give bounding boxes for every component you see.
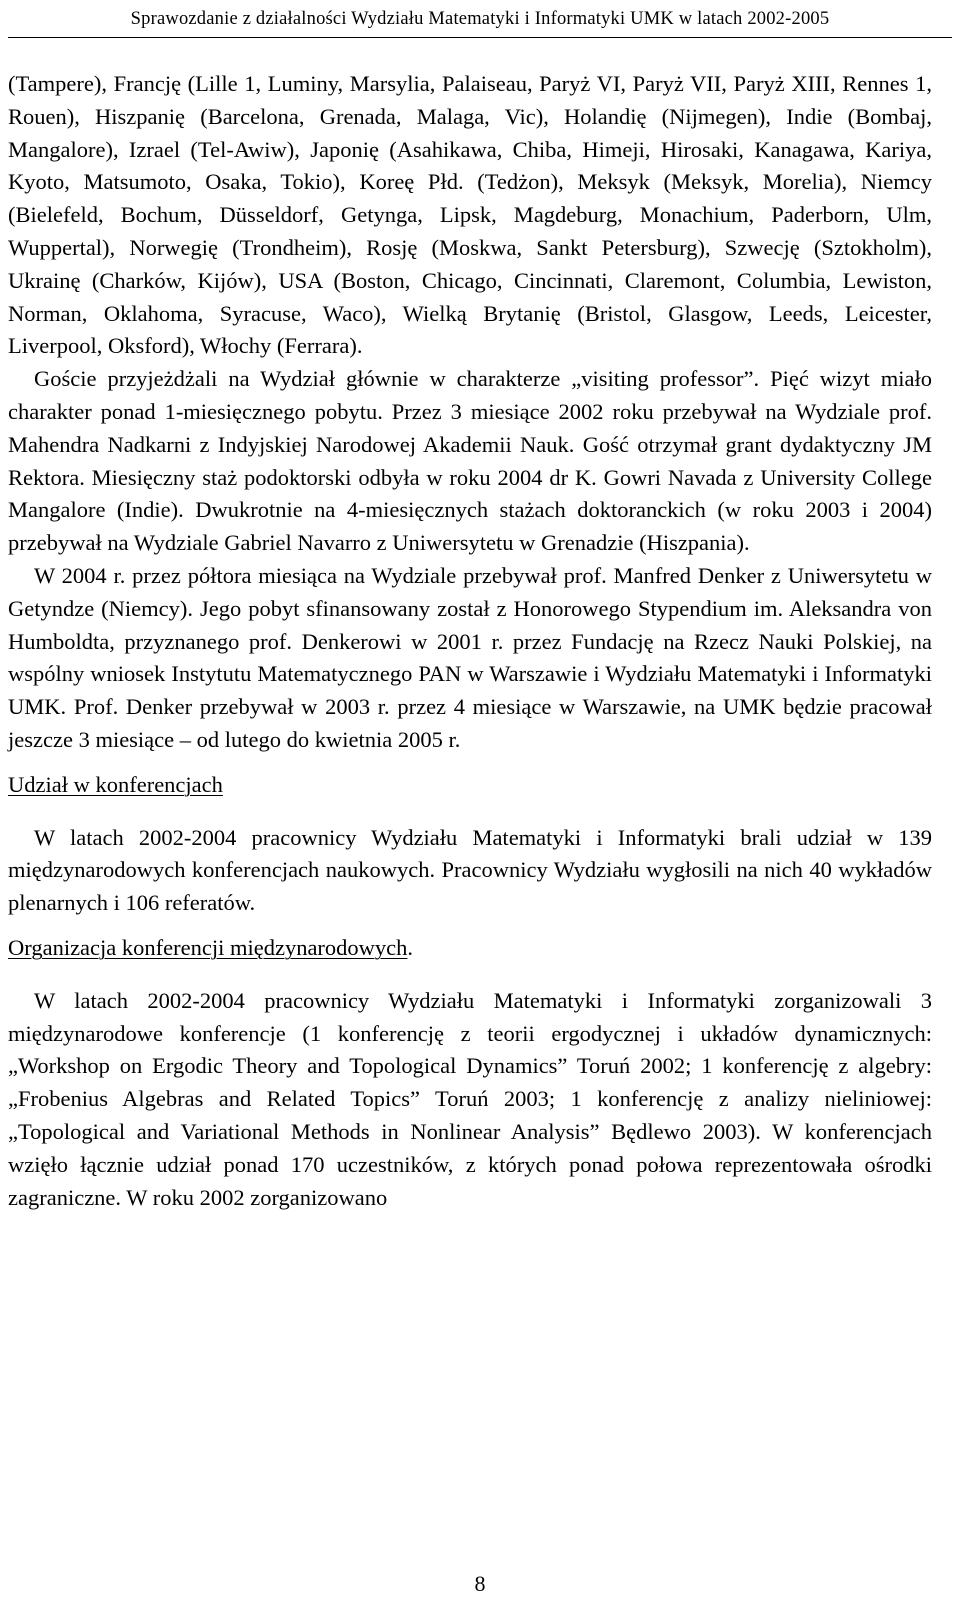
spacer [8, 802, 932, 822]
spacer [8, 757, 932, 769]
heading-organization-line [8, 932, 932, 965]
paragraph-organization: W latach 2002-2004 pracownicy Wydziału Matematyki i Informatyki zorganizowali 3 międzynarodowe konferencje (1 konferencję z teorii ergodycznej i układów dynamicznych: „Workshop on Ergodic Theory and Topological Dynamics” Toruń 2002; 1 konferencję z algebry: „Frobenius Algebras and Related Topics” Toruń 2003; 1 konferencję z analizy nieliniowej: „Topological and Variational Methods in Nonlinear Analysis” Będlewo 2003). W konferencjach wzięło łącznie udział ponad 170 uczestników, z których ponad połowa reprezentowała ośrodki zagraniczne. W roku 2002 zorganizowano [8, 987, 932, 1210]
spacer [8, 920, 932, 932]
heading-organization: Organizacja konferencji międzynarodowych [8, 934, 408, 960]
paragraph-countries: (Tampere), Francję (Lille 1, Luminy, Marsylia, Palaiseau, Paryż VI, Paryż VII, Paryż XIII, Rennes 1, Rouen), Hiszpanię (Barcelona, Grenada, Malaga, Vic), Holandię (Nijmegen), Indie (Bombaj, Mangalore), Izrael (Tel-Awiw), Japonię (Asahikawa, Chiba, Himeji, Hirosaki, Kanagawa, Kariya, Kyoto, Matsumoto, Osaka, Tokio), Koreę Płd. (Tedżon), Meksyk (Meksyk, Morelia), Niemcy (Bielefeld, Bochum, Düsseldorf, Getynga, Lipsk, Magdeburg, Monachium, Paderborn, Ulm, Wuppertal), Norwegię (Trondheim), Rosję (Moskwa, Sankt Petersburg), Szwecję (Sztokholm), Ukrainę (Charków, Kijów), USA (Boston, Chicago, Cincinnati, Claremont, Columbia, Lewiston, Norman, Oklahoma, Syracuse, Waco), Wielką Brytanię (Bristol, Glasgow, Leeds, Leicester, Liverpool, Oksford), Włochy (Ferrara). [8, 71, 932, 359]
document-body [8, 68, 932, 1214]
header-rule [8, 37, 952, 38]
paragraph-denker: W 2004 r. przez półtora miesiąca na Wydziale przebywał prof. Manfred Denker z Uniwersytetu w Getyndze (Niemcy). Jego pobyt sfinansowany został z Honorowego Stypendium im. Aleksandra von Humboldta, przyznanego prof. Denkerowi w 2001 r. przez Fundację na Rzecz Nauki Polskiej, na wspólny wniosek Instytutu Matematycznego PAN w Warszawie i Wydziału Matematyki i Informatyki UMK. Prof. Denker przebywał w 2003 r. przez 4 miesiące w Warszawie, na UMK będzie pracował jeszcze 3 miesiące – od lutego do kwietnia 2005 r. [8, 562, 932, 752]
running-header: Sprawozdanie z działalności Wydziału Matematyki i Informatyki UMK w latach 2002-2005 [130, 9, 830, 29]
paragraph-guests: Goście przyjeżdżali na Wydział głównie w charakterze „visiting professor”. Pięć wizyt miało charakter ponad 1-miesięcznego pobytu. Przez 3 miesiące 2002 roku przebywał na Wydziale prof. Mahendra Nadkarni z Indyjskiej Narodowej Akademii Nauk. Gość otrzymał grant dydaktyczny JM Rektora. Miesięczny staż podoktorski odbyła w roku 2004 dr K. Gowri Navada z University College Mangalore (Indie). Dwukrotnie na 4-miesięcznych stażach doktoranckich (w roku 2003 i 2004) przebywał na Wydziale Gabriel Navarro z Uniwersytetu w Grenadzie (Hiszpania). [8, 366, 932, 556]
heading-organization-period: . [407, 934, 414, 960]
spacer [8, 965, 932, 985]
page-number: 8 [474, 1571, 486, 1596]
heading-conferences: Udział w konferencjach [8, 771, 223, 797]
paragraph-conferences: W latach 2002-2004 pracownicy Wydziału Matematyki i Informatyki brali udział w 139 międzynarodowych konferencjach naukowych. Pracownicy Wydziału wygłosili na nich 40 wykładów plenarnych i 106 referatów. [8, 824, 932, 916]
